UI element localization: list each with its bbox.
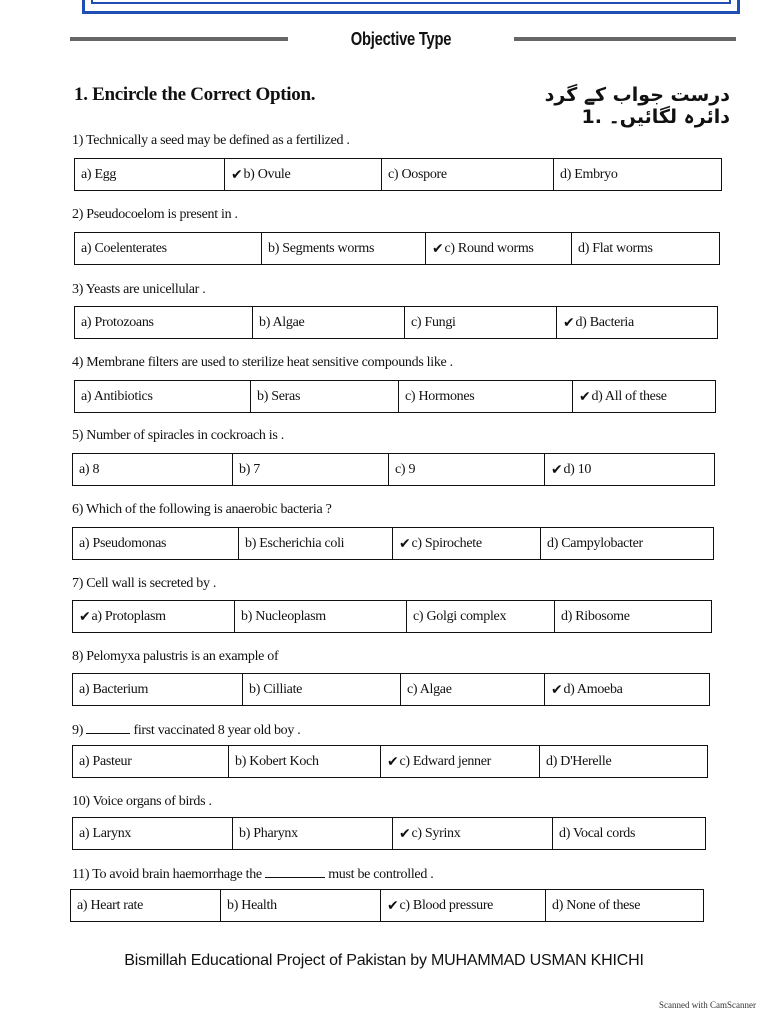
option-1b[interactable]: ✔ b) Ovule (225, 159, 382, 190)
option-8a[interactable]: a) Bacterium (73, 674, 243, 705)
option-8d[interactable]: ✔ d) Amoeba (551, 681, 623, 698)
options-row-7 (72, 600, 712, 633)
fill-in-blank[interactable] (86, 721, 130, 734)
option-3a[interactable]: a) Protozoans (75, 307, 253, 338)
question-3: 3) Yeasts are unicellular . (72, 282, 206, 297)
options-row-4 (74, 380, 716, 413)
option-7d[interactable]: d) Ribosome (561, 608, 630, 624)
options-row-9 (72, 745, 708, 778)
instruction-heading: 1. Encircle the Correct Option. (74, 84, 316, 105)
option-6b[interactable]: b) Escherichia coli (239, 528, 393, 559)
checkmark-icon: ✔ (399, 825, 411, 842)
option-7b[interactable]: b) Nucleoplasm (235, 601, 407, 632)
option-1d[interactable]: d) Embryo (560, 166, 618, 182)
option-2a[interactable]: a) Coelenterates (75, 233, 262, 264)
options-row-6 (72, 527, 714, 560)
option-11c[interactable]: ✔ c) Blood pressure (381, 890, 546, 921)
checkmark-icon: ✔ (79, 608, 91, 625)
options-row-5 (72, 453, 715, 486)
option-3d[interactable]: ✔ d) Bacteria (563, 314, 634, 331)
fill-in-blank[interactable] (265, 865, 325, 878)
checkmark-icon: ✔ (387, 897, 399, 914)
option-2b[interactable]: b) Segments worms (262, 233, 426, 264)
option-2c[interactable]: ✔ c) Round worms (426, 233, 572, 264)
option-11d[interactable]: d) None of these (552, 897, 641, 913)
question-10: 10) Voice organs of birds . (72, 794, 212, 809)
option-6d[interactable]: d) Campylobacter (547, 535, 643, 551)
option-11a[interactable]: a) Heart rate (71, 890, 221, 921)
option-10a[interactable]: a) Larynx (73, 818, 233, 849)
top-border-frame (82, 0, 740, 14)
question-2: 2) Pseudocoelom is present in . (72, 207, 238, 222)
option-8b[interactable]: b) Cilliate (243, 674, 401, 705)
option-10b[interactable]: b) Pharynx (233, 818, 393, 849)
scanner-watermark: Scanned with CamScanner (659, 1000, 756, 1010)
option-7c[interactable]: c) Golgi complex (407, 601, 555, 632)
question-7: 7) Cell wall is secreted by . (72, 576, 217, 591)
option-7a[interactable]: ✔ a) Protoplasm (73, 601, 235, 632)
option-2d[interactable]: d) Flat worms (578, 240, 653, 256)
option-10d[interactable]: d) Vocal cords (559, 825, 636, 841)
option-1a[interactable]: a) Egg (75, 159, 225, 190)
urdu-instruction-heading: درست جواب کے گرد دائرہ لگائیں۔ .1 (544, 84, 730, 128)
checkmark-icon: ✔ (231, 166, 243, 183)
question-8: 8) Pelomyxa palustris is an example of (72, 649, 279, 664)
option-6a[interactable]: a) Pseudomonas (73, 528, 239, 559)
options-row-11 (70, 889, 704, 922)
options-row-8 (72, 673, 710, 706)
question-5: 5) Number of spiracles in cockroach is . (72, 428, 284, 443)
options-row-2 (74, 232, 720, 265)
question-4: 4) Membrane filters are used to sterilize heat sensitive compounds like . (72, 355, 453, 370)
checkmark-icon: ✔ (432, 240, 444, 257)
options-row-1 (74, 158, 722, 191)
option-5d[interactable]: ✔ d) 10 (551, 461, 592, 478)
footer-credit: Bismillah Educational Project of Pakistan by MUHAMMAD USMAN KHICHI (124, 952, 644, 969)
option-10c[interactable]: ✔ c) Syrinx (393, 818, 553, 849)
option-3c[interactable]: c) Fungi (405, 307, 557, 338)
checkmark-icon: ✔ (551, 681, 563, 698)
checkmark-icon: ✔ (551, 461, 563, 478)
option-5c[interactable]: c) 9 (389, 454, 545, 485)
option-5b[interactable]: b) 7 (233, 454, 389, 485)
option-9d[interactable]: d) D'Herelle (546, 753, 612, 769)
option-4c[interactable]: c) Hormones (399, 381, 573, 412)
option-9c[interactable]: ✔ c) Edward jenner (381, 746, 540, 777)
question-1: 1) Technically a seed may be defined as a fertilized . (72, 133, 350, 148)
question-9: 9) first vaccinated 8 year old boy . (72, 723, 301, 738)
question-11: 11) To avoid brain haemorrhage the must be controlled . (72, 867, 434, 882)
option-8c[interactable]: c) Algae (401, 674, 545, 705)
option-4a[interactable]: a) Antibiotics (75, 381, 251, 412)
option-3b[interactable]: b) Algae (253, 307, 405, 338)
question-6: 6) Which of the following is anaerobic bacteria ? (72, 502, 332, 517)
option-9b[interactable]: b) Kobert Koch (229, 746, 381, 777)
option-6c[interactable]: ✔ c) Spirochete (393, 528, 541, 559)
options-row-10 (72, 817, 706, 850)
section-title: Objective Type (350, 29, 452, 49)
options-row-3 (74, 306, 718, 339)
checkmark-icon: ✔ (579, 388, 591, 405)
option-5a[interactable]: a) 8 (73, 454, 233, 485)
option-11b[interactable]: b) Health (221, 890, 381, 921)
option-1c[interactable]: c) Oospore (382, 159, 554, 190)
checkmark-icon: ✔ (563, 314, 575, 331)
checkmark-icon: ✔ (387, 753, 399, 770)
checkmark-icon: ✔ (399, 535, 411, 552)
option-4d[interactable]: ✔ d) All of these (579, 388, 667, 405)
option-4b[interactable]: b) Seras (251, 381, 399, 412)
option-9a[interactable]: a) Pasteur (73, 746, 229, 777)
